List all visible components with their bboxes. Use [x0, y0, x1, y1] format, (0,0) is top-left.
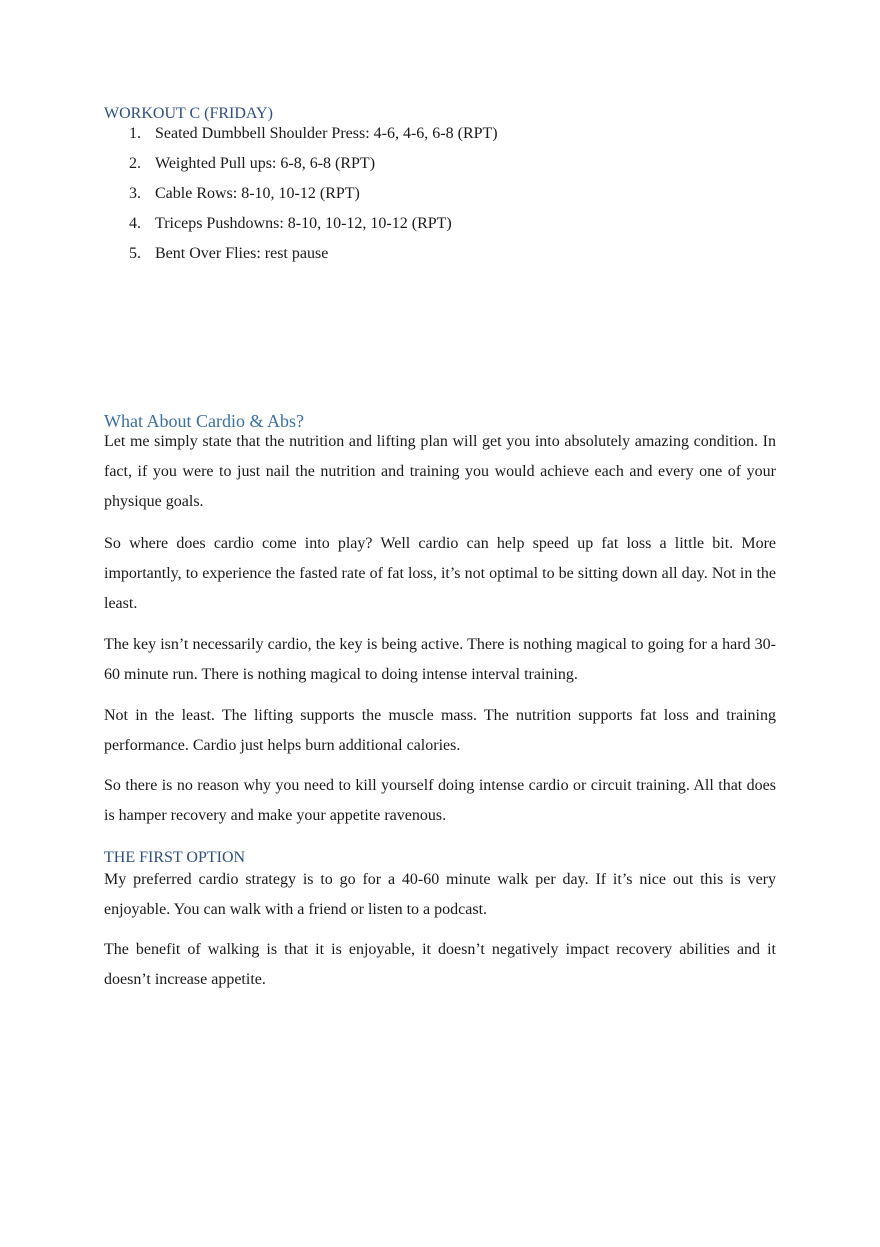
- paragraph: The key isn’t necessarily cardio, the key is being active. There is nothing magical to going for a hard 30-60 minute run. There is nothing magical to doing intense interval training.: [104, 636, 776, 683]
- list-text: Seated Dumbbell Shoulder Press: 4-6, 4-6, 6-8 (RPT): [155, 125, 498, 142]
- list-item: [104, 154, 776, 174]
- paragraph: The benefit of walking is that it is enjoyable, it doesn’t negatively impact recovery abilities and it doesn’t increase appetite.: [104, 941, 776, 988]
- paragraph: Let me simply state that the nutrition and lifting plan will get you into absolutely amazing condition. In fact, if you were to just nail the nutrition and training you would achieve each and every one of your physique goals.: [104, 433, 776, 510]
- list-item: [104, 214, 776, 234]
- paragraph: So where does cardio come into play? Well cardio can help speed up fat loss a little bit. More importantly, to experience the fasted rate of fat loss, it’s not optimal to be sitting down all day. Not in the least.: [104, 535, 776, 612]
- paragraph: Not in the least. The lifting supports the muscle mass. The nutrition supports fat loss and training performance. Cardio just helps burn additional calories.: [104, 707, 776, 754]
- list-item: [104, 124, 776, 144]
- list-number: 2.: [129, 155, 141, 172]
- list-number: 3.: [129, 185, 141, 202]
- workout-c-list: [104, 124, 776, 274]
- cardio-abs-heading: What About Cardio & Abs?: [104, 411, 304, 431]
- list-text: Cable Rows: 8-10, 10-12 (RPT): [155, 185, 360, 202]
- list-number: 1.: [129, 125, 141, 142]
- list-text: Triceps Pushdowns: 8-10, 10-12, 10-12 (RPT): [155, 215, 452, 232]
- paragraph: My preferred cardio strategy is to go for a 40-60 minute walk per day. If it’s nice out this is very enjoyable. You can walk with a friend or listen to a podcast.: [104, 871, 776, 918]
- list-text: Bent Over Flies: rest pause: [155, 245, 329, 262]
- workout-c-heading: WORKOUT C (FRIDAY): [104, 105, 273, 122]
- list-number: 5.: [129, 245, 141, 262]
- list-number: 4.: [129, 215, 141, 232]
- list-item: [104, 184, 776, 204]
- paragraph: So there is no reason why you need to kill yourself doing intense cardio or circuit training. All that does is hamper recovery and make your appetite ravenous.: [104, 777, 776, 824]
- first-option-heading: THE FIRST OPTION: [104, 849, 246, 866]
- list-item: [104, 244, 776, 264]
- list-text: Weighted Pull ups: 6-8, 6-8 (RPT): [155, 155, 376, 172]
